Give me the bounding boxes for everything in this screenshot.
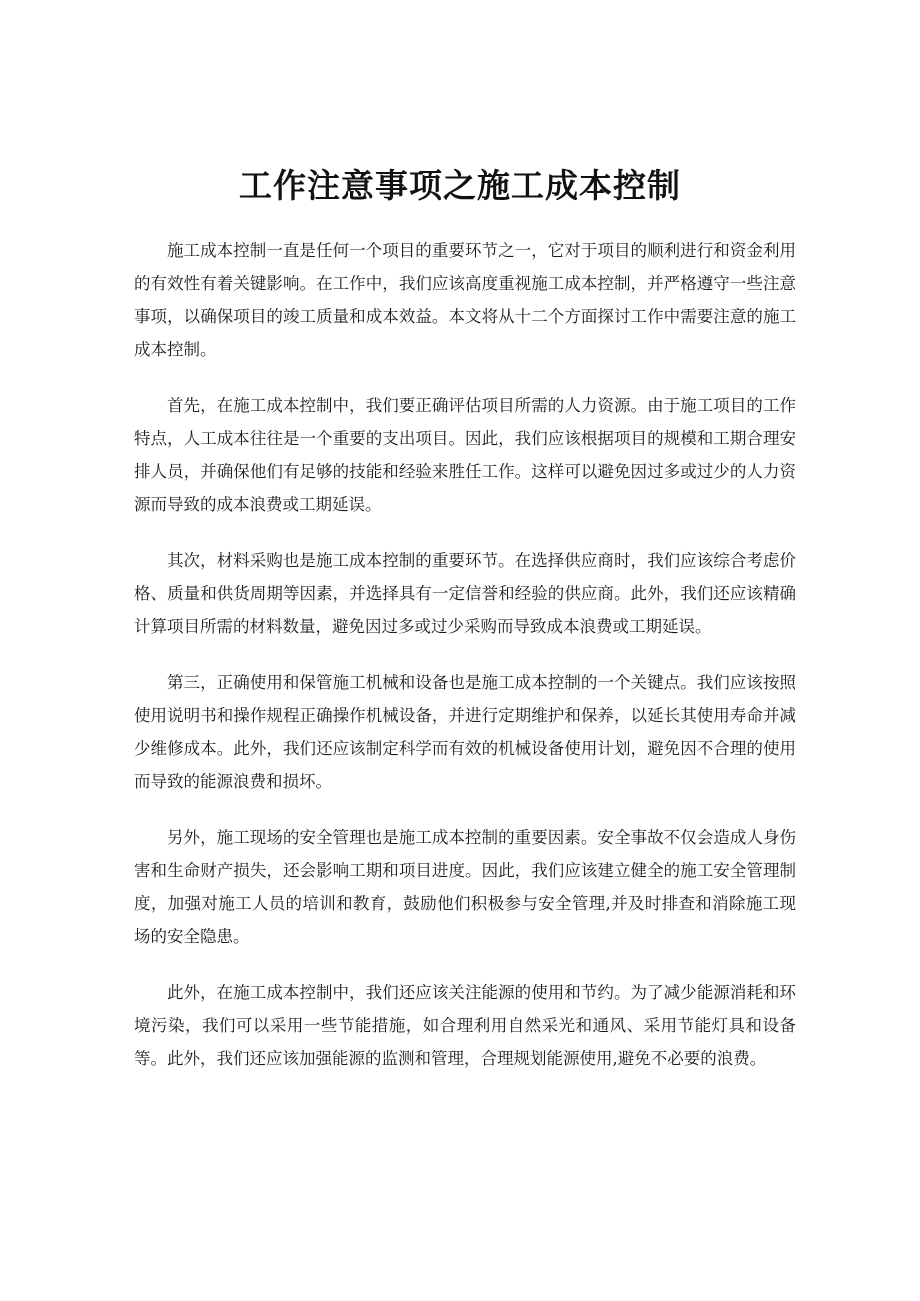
paragraph-material-procurement: 其次，材料采购也是施工成本控制的重要环节。在选择供应商时，我们应该综合考虑价格、质量和供货周期等因素，并选择具有一定信誉和经验的供应商。此外，我们还应该精确计算项目所需的材料数量，避免因过多或过少采购而导致成本浪费或工期延误。 xyxy=(134,551,796,636)
document-body xyxy=(134,234,796,1098)
paragraph-safety-management: 另外，施工现场的安全管理也是施工成本控制的重要因素。安全事故不仅会造成人身伤害和生命财产损失，还会影响工期和项目进度。因此，我们应该建立健全的施工安全管理制度，加强对施工人员的培训和教育，鼓励他们积极参与安全管理,并及时排查和消除施工现场的安全隐患。 xyxy=(134,828,796,946)
paragraph-machinery-equipment: 第三，正确使用和保管施工机械和设备也是施工成本控制的一个关键点。我们应该按照使用说明书和操作规程正确操作机械设备，并进行定期维护和保养，以延长其使用寿命并减少维修成本。此外，我们还应该制定科学而有效的机械设备使用计划，避免因不合理的使用而导致的能源浪费和损坏。 xyxy=(134,673,796,791)
paragraph-human-resources: 首先，在施工成本控制中，我们要正确评估项目所需的人力资源。由于施工项目的工作特点，人工成本往往是一个重要的支出项目。因此，我们应该根据项目的规模和工期合理安排人员，并确保他们有足够的技能和经验来胜任工作。这样可以避免因过多或过少的人力资源而导致的成本浪费或工期延误。 xyxy=(134,396,796,514)
paragraph-intro: 施工成本控制一直是任何一个项目的重要环节之一，它对于项目的顺利进行和资金利用的有效性有着关键影响。在工作中，我们应该高度重视施工成本控制，并严格遵守一些注意事项，以确保项目的竣工质量和成本效益。本文将从十二个方面探讨工作中需要注意的施工成本控制。 xyxy=(134,241,796,359)
page-title: 工作注意事项之施工成本控制 xyxy=(239,166,681,205)
paragraph-energy-saving: 此外，在施工成本控制中，我们还应该关注能源的使用和节约。为了减少能源消耗和环境污染，我们可以采用一些节能措施，如合理利用自然采光和通风、采用节能灯具和设备等。此外，我们还应该加强能源的监测和管理，合理规划能源使用,避免不必要的浪费。 xyxy=(134,983,796,1068)
